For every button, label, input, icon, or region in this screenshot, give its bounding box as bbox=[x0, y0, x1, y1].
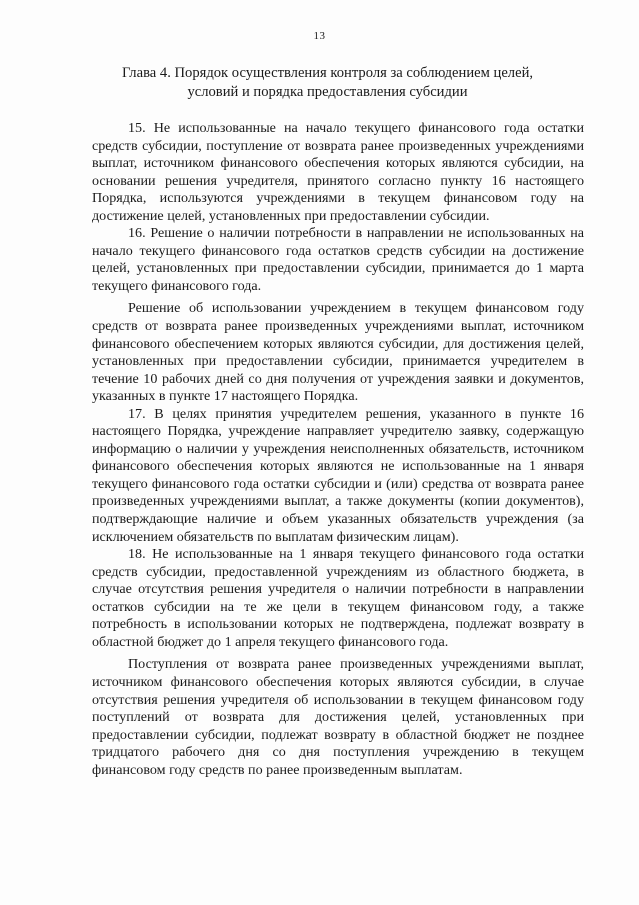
paragraph-16: 16. Решение о наличии потребности в направлении не использованных на начало текущего финансового года остатков средств субсидии на достижение целей, установленных при предоставлении субсидии, принимается до 1 марта текущего финансового года. bbox=[92, 225, 584, 294]
chapter-heading-line-1: Глава 4. Порядок осуществления контроля за соблюдением целей, bbox=[121, 65, 534, 81]
chapter-heading bbox=[70, 64, 585, 102]
paragraph-16-decision: Решение об использовании учреждением в текущем финансовом году средств от возврата ранее произведенных учреждениями выплат, источником финансового обеспечением которых являются субсидии, для достижения целей, установленных при предоставлении субсидии, принимается учредителем в течение 10 рабочих дней со дня получения от учреждения заявки и документов, указанных в пункте 17 настоящего Порядка. bbox=[92, 300, 584, 405]
paragraph-17: 17. В целях принятия учредителем решения, указанного в пункте 16 настоящего Порядка, учреждение направляет учредителю заявку, содержащую информацию о наличии у учреждения неисполненных обязательств, источником финансового обеспечения которых являются не использованные на 1 января текущего финансового года остатки субсидии и (или) средства от возврата ранее произведенных учреждениями выплат, а также документы (копии документов), подтверждающие наличие и объем указанных обязательств учреждения (за исключением обязательств по выплатам физическим лицам). bbox=[92, 405, 584, 545]
chapter-heading-line-2: условий и порядка предоставления субсидии bbox=[187, 84, 468, 100]
paragraph-18-returns: Поступления от возврата ранее произведенных учреждениями выплат, источником финансового обеспечения которых являются субсидии, в случае отсутствия решения учредителя об использовании в текущем финансовом году поступлений от возврата для достижения целей, установленных при предоставлении субсидии, подлежат возврату в областной бюджет не позднее тридцатого рабочего дня со дня поступления учреждению в текущем финансовом году средств по ранее произведенным выплатам. bbox=[92, 656, 584, 778]
page-number: 13 bbox=[313, 30, 326, 42]
paragraph-15: 15. Не использованные на начало текущего финансового года остатки средств субсидии, поступление от возврата ранее произведенных учреждениями выплат, источником финансового обеспечения которых являются субсидии, на основании решения учредителя, принятого согласно пункту 16 настоящего Порядка, используются учреждениями в текущем финансовом году на достижение целей, установленных при предоставлении субсидии. bbox=[92, 120, 584, 224]
paragraph-18: 18. Не использованные на 1 января текущего финансового года остатки средств субсидии, предоставленной учреждениям из областного бюджета, в случае отсутствия решения учредителя о наличии потребности в направлении остатков субсидии на те же цели в текущем финансовом году, а также потребность в использовании которых не подтверждена, подлежат возврату в областной бюджет до 1 апреля текущего финансового года. bbox=[92, 546, 584, 650]
document-body bbox=[92, 120, 584, 779]
